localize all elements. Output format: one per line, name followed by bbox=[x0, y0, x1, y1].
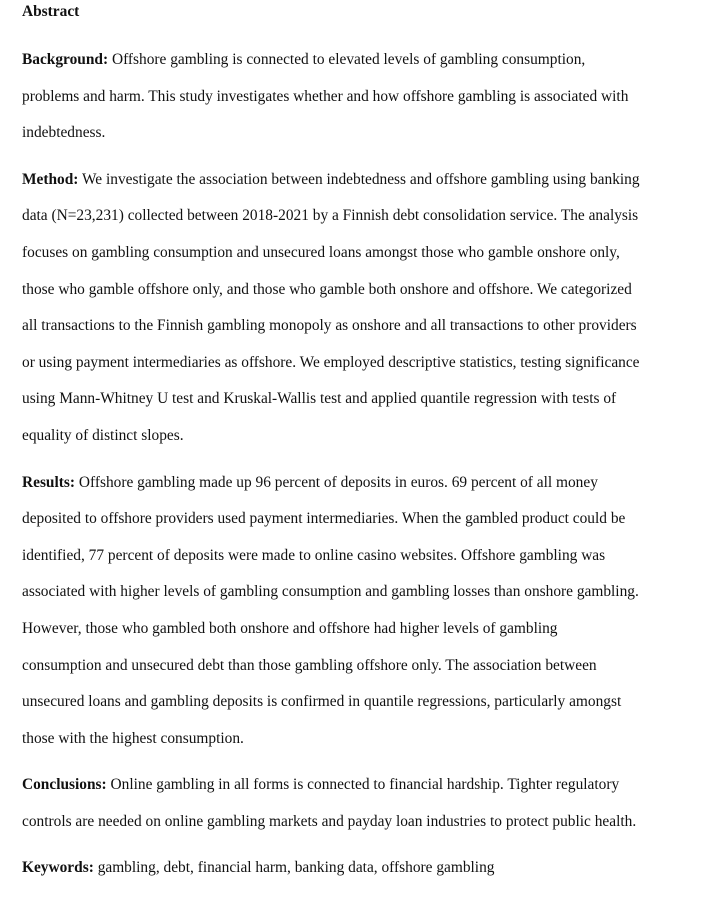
text-line bbox=[22, 538, 687, 575]
text-line bbox=[22, 767, 687, 804]
line-text: focuses on gambling consumption and unsecured loans amongst those who gamble onshore only, bbox=[22, 243, 620, 261]
text-line bbox=[22, 162, 687, 199]
text-line bbox=[22, 79, 687, 116]
section-label: Background: bbox=[22, 51, 109, 68]
line-text: or using payment intermediaries as offshore. We employed descriptive statistics, testing significance bbox=[22, 353, 640, 371]
section-results bbox=[22, 465, 687, 758]
text-line bbox=[22, 308, 687, 345]
section-label: Conclusions: bbox=[22, 776, 107, 794]
section-keywords bbox=[22, 850, 687, 887]
text-line bbox=[22, 345, 687, 382]
text-line bbox=[22, 804, 687, 841]
line-text: consumption and unsecured debt than those gambling offshore only. The association between bbox=[22, 656, 597, 674]
section-label: Keywords: bbox=[22, 859, 94, 877]
line-text: problems and harm. This study investigates whether and how offshore gambling is associated with bbox=[22, 87, 629, 105]
line-text: Offshore gambling is connected to elevated levels of gambling consumption, bbox=[111, 51, 586, 68]
line-text: Offshore gambling made up 96 percent of deposits in euros. 69 percent of all money bbox=[78, 473, 598, 491]
line-text: identified, 77 percent of deposits were made to online casino websites. Offshore gambling was bbox=[22, 546, 606, 564]
abstract-body bbox=[22, 42, 687, 887]
line-text: unsecured loans and gambling deposits is confirmed in quantile regressions, particularly amongst bbox=[22, 693, 622, 711]
line-text: However, those who gambled both onshore and offshore had higher levels of gambling bbox=[22, 619, 558, 637]
line-text: those who gamble offshore only, and those who gamble both onshore and offshore. We categorized bbox=[22, 280, 632, 298]
line-text: using Mann-Whitney U test and Kruskal-Wallis test and applied quantile regression with tests of bbox=[22, 390, 617, 408]
section-conclusions bbox=[22, 767, 687, 840]
text-line bbox=[22, 465, 687, 502]
text-line bbox=[22, 235, 687, 272]
text-line bbox=[22, 648, 687, 685]
section-background bbox=[22, 42, 687, 152]
text-line bbox=[22, 611, 687, 648]
section-label: Method: bbox=[22, 170, 79, 188]
text-line bbox=[22, 721, 687, 758]
line-text: indebtedness. bbox=[22, 124, 106, 142]
text-line bbox=[22, 574, 687, 611]
line-text: associated with higher levels of gambling consumption and gambling losses than onshore gambling. bbox=[22, 583, 639, 601]
text-line bbox=[22, 198, 687, 235]
text-line bbox=[22, 684, 687, 721]
line-text: all transactions to the Finnish gambling monopoly as onshore and all transactions to other providers bbox=[22, 317, 637, 335]
line-text: those with the highest consumption. bbox=[22, 729, 244, 747]
section-label: Results: bbox=[22, 473, 76, 491]
text-line bbox=[22, 272, 687, 309]
line-text: Online gambling in all forms is connected to financial hardship. Tighter regulatory bbox=[110, 776, 620, 794]
text-line bbox=[22, 115, 687, 152]
text-line bbox=[22, 42, 687, 79]
line-text: deposited to offshore providers used payment intermediaries. When the gambled product could be bbox=[22, 510, 626, 528]
section-method bbox=[22, 162, 687, 455]
text-line bbox=[22, 501, 687, 538]
line-text: data (N=23,231) collected between 2018-2021 by a Finnish debt consolidation service. The analysis bbox=[22, 207, 639, 225]
text-line bbox=[22, 850, 687, 887]
abstract-page bbox=[22, 0, 687, 887]
line-text: gambling, debt, financial harm, banking data, offshore gambling bbox=[97, 859, 495, 877]
line-text: We investigate the association between indebtedness and offshore gambling using banking bbox=[82, 170, 640, 188]
line-text: equality of distinct slopes. bbox=[22, 426, 184, 444]
line-text: controls are needed on online gambling markets and payday loan industries to protect public health. bbox=[22, 812, 637, 830]
abstract-heading: Abstract bbox=[22, 3, 80, 20]
text-line bbox=[22, 381, 687, 418]
text-line bbox=[22, 418, 687, 455]
